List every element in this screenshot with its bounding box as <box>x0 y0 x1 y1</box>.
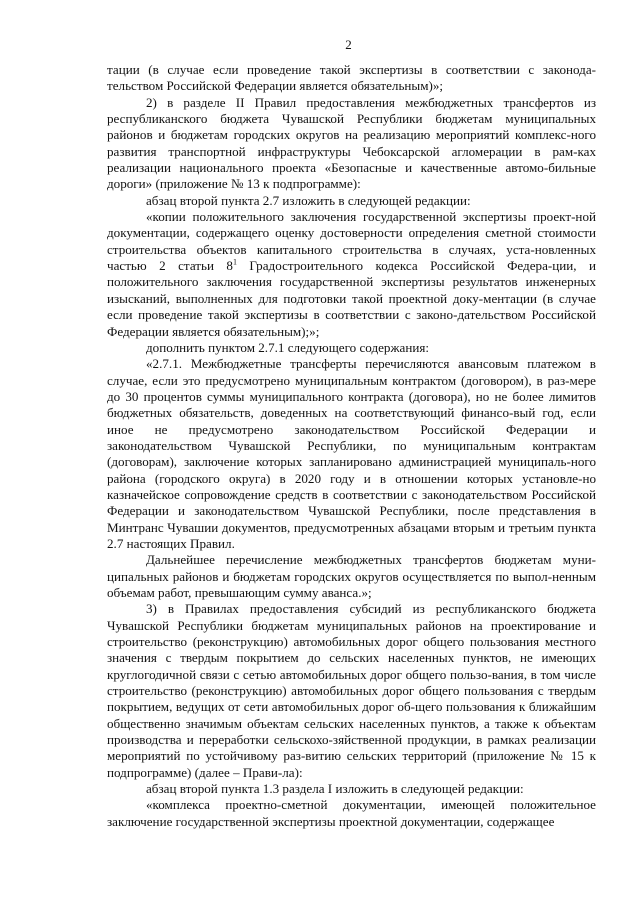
paragraph-continuation: тации (в случае если проведение такой экспертизы в соответствии с законода-тельством Российской Федерации является обязательным)»; <box>107 62 596 94</box>
paragraph-instruction-2-7-1: дополнить пунктом 2.7.1 следующего содержания: <box>146 339 429 355</box>
paragraph-quote-2-7 <box>107 209 596 340</box>
page-number: 2 <box>345 37 352 52</box>
document-body <box>107 62 596 830</box>
paragraph-instruction-1-3: абзац второй пункта 1.3 раздела I изложить в следующей редакции: <box>146 781 524 797</box>
quote-text-after: Градостроительного кодекса Российской Федера-ции, и положительного заключения государственной экспертизы результатов инженерных изысканий, выполненных для подготовки такой проектной доку-ментации (в случае если проведение такой экспертизы в соответствии с законо-дательством Российской Федерации является обязательным);»; <box>107 258 596 339</box>
paragraph-instruction-2-7: абзац второй пункта 2.7 изложить в следующей редакции: <box>146 192 471 208</box>
article-superscript: 1 <box>232 257 237 267</box>
paragraph-quote-2-7-1: «2.7.1. Межбюджетные трансферты перечисляются авансовым платежом в случае, если это предусмотрено муниципальным контрактом (договором), в раз-мере до 30 процентов суммы муниципального контракта (договора), но не более лимитов бюджетных обязательств, доведенных на соответствующий финансо-вый год, если иное не предусмотрено законодательством Российской Федерации и законодательством Чувашской Республики, по муниципальным контрактам (договорам), заключение которых запланировано администрацией муниципаль-ного района (городского округа) в 2020 году и в отношении которых установле-но казначейское сопровождение средств в соответствии с законодательством Российской Федерации и законодательством Чувашской Республики, после представления в Минтранс Чувашии документов, предусмотренных абзацами вторым и третьим пункта 2.7 настоящих Правил. <box>107 356 596 551</box>
quote-text-before: «копии положительного заключения государственной экспертизы проект-ной документации, содержащего оценку достоверности определения сметной стоимости строительства объектов капитального строительства в случаях, уста-новленных частью 2 статьи 8 <box>107 209 596 274</box>
paragraph-further-transfer: Дальнейшее перечисление межбюджетных трансфертов бюджетам муни-ципальных районов и бюджетам городских округов осуществляется по выпол-ненным объемам работ, превышающим сумму аванса.»; <box>107 552 596 600</box>
paragraph-item-2: 2) в разделе II Правил предоставления межбюджетных трансфертов из республиканского бюджета Чувашской Республики бюджетам муниципальных районов и бюджетам городских округов на реализацию мероприятий комплекс-ного развития транспортной инфраструктуры Чебоксарской агломерации в рам-ках реализации национального проекта «Безопасные и качественные автомо-бильные дороги» (приложение № 13 к подпрограмме): <box>107 94 596 192</box>
paragraph-quote-1-3: «комплекса проектно-сметной документации, имеющей положительное заключение государственной экспертизы проектной документации, содержащее <box>107 797 596 829</box>
paragraph-item-3: 3) в Правилах предоставления субсидий из республиканского бюджета Чувашской Республики бюджетам муниципальных районов на проектирование и строительство (реконструкцию) автомобильных дорог общего пользования местного значения с твердым покрытием до сельских населенных пунктов, не имеющих круглогодичной связи с сетью автомобильных дорог общего пользо-вания, в том числе строительство (реконструкцию) автомобильных дорог общего пользования с твердым покрытием, ведущих от сети автомобильных дорог об-щего пользования к ближайшим общественно значимым объектам сельских населенных пунктов, а также к объектам производства и переработки сельскохо-зяйственной продукции, в рамках реализации мероприятий по устойчивому раз-витию сельских территорий (приложение № 15 к подпрограмме) (далее – Прави-ла): <box>107 601 596 780</box>
